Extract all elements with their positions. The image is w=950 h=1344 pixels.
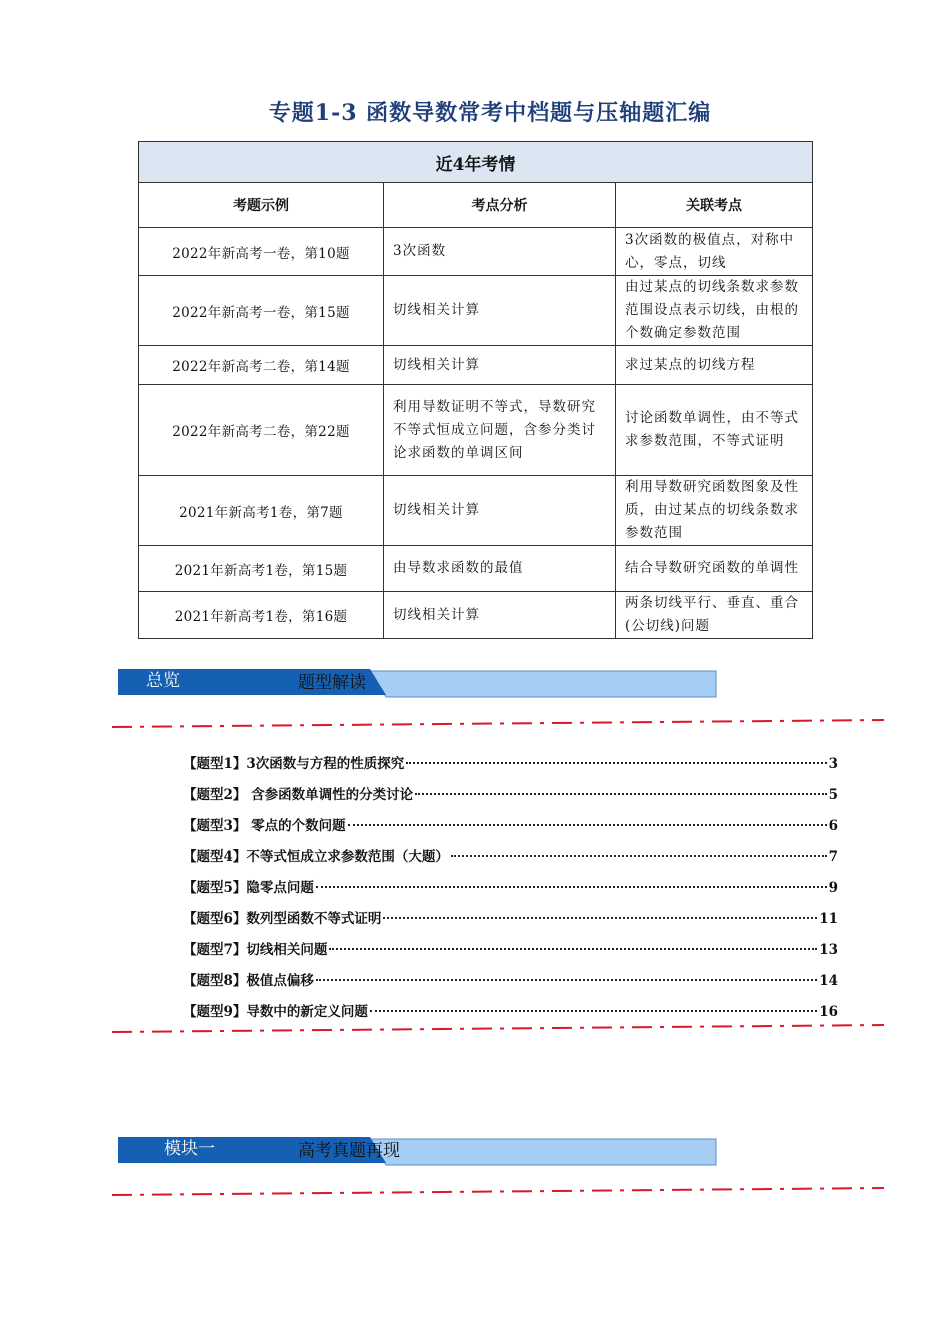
- column-header: 考点分析: [384, 183, 616, 228]
- toc-page: 16: [819, 1004, 838, 1020]
- toc-leader: [348, 824, 827, 826]
- toc-page: 3: [828, 756, 838, 772]
- toc-label: 【题型8】极值点偏移: [183, 973, 314, 989]
- table-row: [139, 546, 813, 592]
- analysis-cell: 由导数求函数的最值: [384, 546, 616, 592]
- toc-leader: [451, 855, 827, 857]
- banner-title: 高考真题再现: [298, 1141, 400, 1161]
- toc-item[interactable]: [183, 938, 838, 969]
- toc-label: 【题型3】 零点的个数问题: [183, 818, 346, 834]
- banner-label: 模块一: [164, 1139, 215, 1159]
- table-caption: 近4年考情: [139, 142, 813, 183]
- related-cell: 利用导数研究函数图象及性质，由过某点的切线条数求参数范围: [616, 476, 813, 546]
- toc-item[interactable]: [183, 783, 838, 814]
- column-header: 关联考点: [616, 183, 813, 228]
- table-header-row: [139, 183, 813, 228]
- toc-label: 【题型5】隐零点问题: [183, 880, 314, 896]
- toc-label: 【题型4】不等式恒成立求参数范围（大题）: [183, 849, 449, 865]
- toc-leader: [316, 979, 817, 981]
- analysis-cell: 利用导数证明不等式，导数研究不等式恒成立问题，含参分类讨论求函数的单调区间: [384, 385, 616, 476]
- analysis-cell: 切线相关计算: [384, 592, 616, 639]
- analysis-cell: 切线相关计算: [384, 346, 616, 385]
- example-cell: 2022年新高考一卷，第10题: [139, 228, 384, 276]
- toc-item[interactable]: [183, 969, 838, 1000]
- toc-page: 9: [828, 880, 838, 896]
- example-cell: 2022年新高考二卷，第14题: [139, 346, 384, 385]
- toc-leader: [329, 948, 817, 950]
- example-cell: 2022年新高考一卷，第15题: [139, 276, 384, 346]
- example-cell: 2022年新高考二卷，第22题: [139, 385, 384, 476]
- toc-list: [183, 752, 838, 1031]
- page-title: 专题1-3 函数导数常考中档题与压轴题汇编: [268, 100, 712, 126]
- toc-page: 14: [819, 973, 838, 989]
- example-cell: 2021年新高考1卷，第7题: [139, 476, 384, 546]
- related-cell: 两条切线平行、垂直、重合(公切线)问题: [616, 592, 813, 639]
- table-row: [139, 592, 813, 639]
- exam-table: [138, 141, 813, 639]
- toc-item[interactable]: [183, 876, 838, 907]
- toc-leader: [383, 917, 817, 919]
- analysis-cell: 切线相关计算: [384, 276, 616, 346]
- analysis-cell: 3次函数: [384, 228, 616, 276]
- section-banner-overview: [116, 667, 718, 699]
- table-row: [139, 228, 813, 276]
- toc-page: 5: [828, 787, 838, 803]
- divider-line: [112, 1021, 886, 1035]
- table-row: [139, 385, 813, 476]
- toc-label: 【题型2】 含参函数单调性的分类讨论: [183, 787, 414, 803]
- table-row: [139, 276, 813, 346]
- toc-label: 【题型7】切线相关问题: [183, 942, 328, 958]
- toc-item[interactable]: [183, 814, 838, 845]
- banner-title: 题型解读: [298, 673, 366, 693]
- related-cell: 讨论函数单调性，由不等式求参数范围，不等式证明: [616, 385, 813, 476]
- toc-page: 13: [819, 942, 838, 958]
- toc-leader: [370, 1010, 817, 1012]
- toc-item[interactable]: [183, 907, 838, 938]
- toc-page: 11: [819, 911, 838, 927]
- table-row: [139, 476, 813, 546]
- toc-label: 【题型6】数列型函数不等式证明: [183, 911, 382, 927]
- toc-page: 6: [828, 818, 838, 834]
- related-cell: 结合导数研究函数的单调性: [616, 546, 813, 592]
- banner-label: 总览: [146, 671, 180, 691]
- analysis-cell: 切线相关计算: [384, 476, 616, 546]
- example-cell: 2021年新高考1卷，第16题: [139, 592, 384, 639]
- example-cell: 2021年新高考1卷，第15题: [139, 546, 384, 592]
- toc-item[interactable]: [183, 845, 838, 876]
- divider-line: [112, 1184, 886, 1198]
- toc-page: 7: [828, 849, 838, 865]
- toc-leader: [415, 793, 827, 795]
- toc-label: 【题型9】导数中的新定义问题: [183, 1004, 368, 1020]
- related-cell: 由过某点的切线条数求参数范围设点表示切线，由根的个数确定参数范围: [616, 276, 813, 346]
- toc-leader: [316, 886, 827, 888]
- related-cell: 求过某点的切线方程: [616, 346, 813, 385]
- toc-label: 【题型1】3次函数与方程的性质探究: [183, 756, 405, 772]
- toc-leader: [406, 762, 826, 764]
- section-banner-module-one: [116, 1135, 718, 1167]
- column-header: 考题示例: [139, 183, 384, 228]
- related-cell: 3次函数的极值点，对称中心，零点，切线: [616, 228, 813, 276]
- divider-line: [112, 716, 886, 730]
- table-row: [139, 346, 813, 385]
- toc-item[interactable]: [183, 752, 838, 783]
